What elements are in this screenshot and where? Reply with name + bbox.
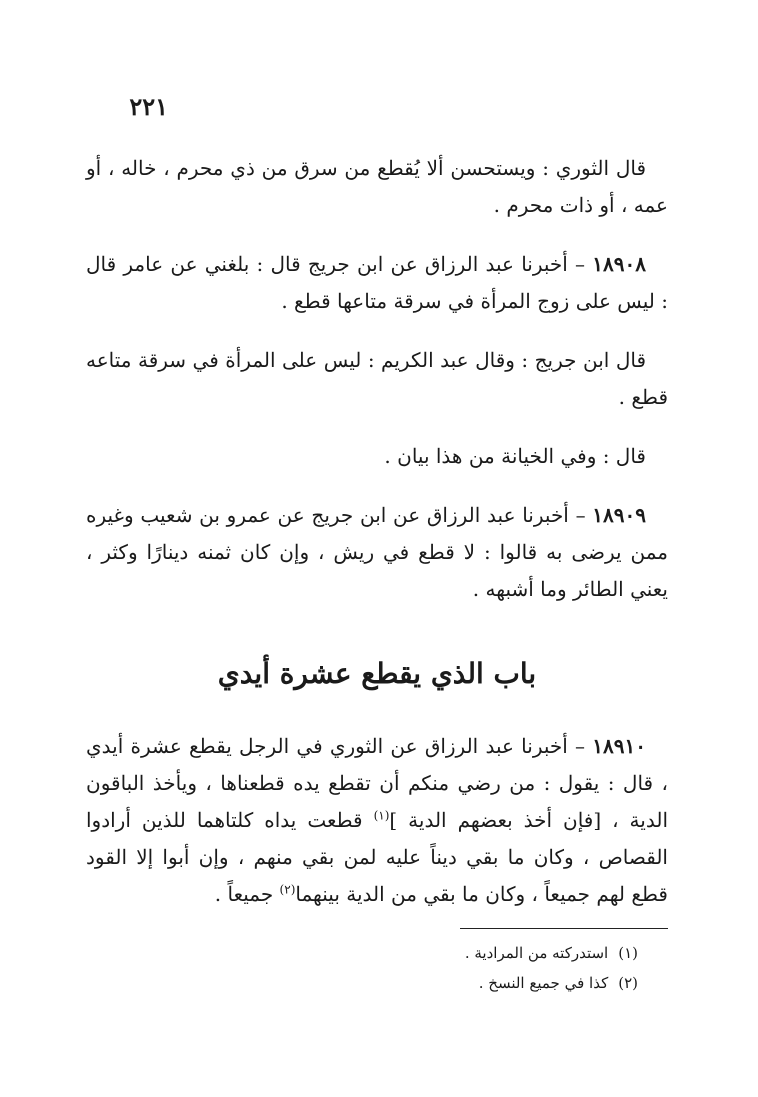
hadith-text-part3: جميعاً .: [214, 882, 280, 906]
footnote-text: كذا في جميع النسخ .: [478, 974, 609, 992]
footnote-reference-2[interactable]: (٢): [279, 882, 296, 897]
footnote-2: [278, 968, 638, 998]
hadith-text: – أخبرنا عبد الرزاق عن ابن جريج عن عمرو بن شعيب وغيره ممن يرضى به قالوا : لا قطع في ريش ، وإن كان ثمنه دينارًا وكثر ، يعني الطائر وما أشبهه .: [86, 503, 668, 601]
page-number: ٢٢١: [129, 92, 168, 121]
footnote-mark: (١): [618, 944, 638, 962]
hadith-text-part2: قطعت يداه كلتاهما للذين أرادوا القصاص ، وكان ما بقي ديناً عليه لمن بقي منهم ، وإن أبوا إلا القود قطع لهم جميعاً ، وكان ما بقي من الدية بينهما: [86, 808, 668, 906]
paragraph-thawri-opinion: [86, 150, 668, 224]
chapter-title: باب الذي يقطع عشرة أيدي: [217, 657, 537, 690]
footnote-mark: (٢): [618, 974, 638, 992]
paragraph-text: قال : وفي الخيانة من هذا بيان .: [384, 444, 646, 468]
hadith-18910: [86, 728, 668, 913]
footnote-divider: [460, 928, 668, 929]
footnote-text: استدركته من المرادية .: [464, 944, 609, 962]
main-text: [86, 150, 668, 935]
paragraph-ibn-jurayj: [86, 342, 668, 416]
paragraph-text: قال ابن جريج : وقال عبد الكريم : ليس على المرأة في سرقة متاعه قطع .: [86, 348, 668, 409]
footnote-1: [278, 938, 638, 968]
hadith-text: – أخبرنا عبد الرزاق عن ابن جريج قال : بلغني عن عامر قال : ليس على زوج المرأة في سرقة متاعها قطع .: [86, 252, 668, 313]
hadith-number: ١٨٩٠٨: [592, 252, 646, 276]
hadith-18909: [86, 497, 668, 608]
paragraph-text: قال الثوري : ويستحسن ألا يُقطع من سرق من ذي محرم ، خاله ، أو عمه ، أو ذات محرم .: [86, 156, 668, 217]
hadith-text-part1: – أخبرنا عبد الرزاق عن الثوري في الرجل يقطع عشرة أيدي ، قال : يقول : من رضي منكم أن تقطع يده قطعناها ، ويأخذ الباقون الدية ، [فإن أخذ بعضهم الدية ]: [86, 734, 668, 832]
hadith-18908: [86, 246, 668, 320]
hadith-number: ١٨٩٠٩: [592, 503, 646, 527]
paragraph-khiyana: [86, 438, 668, 475]
hadith-number: ١٨٩١٠: [592, 734, 646, 758]
footnote-reference-1[interactable]: (١): [373, 808, 390, 823]
footnotes: [278, 938, 638, 998]
